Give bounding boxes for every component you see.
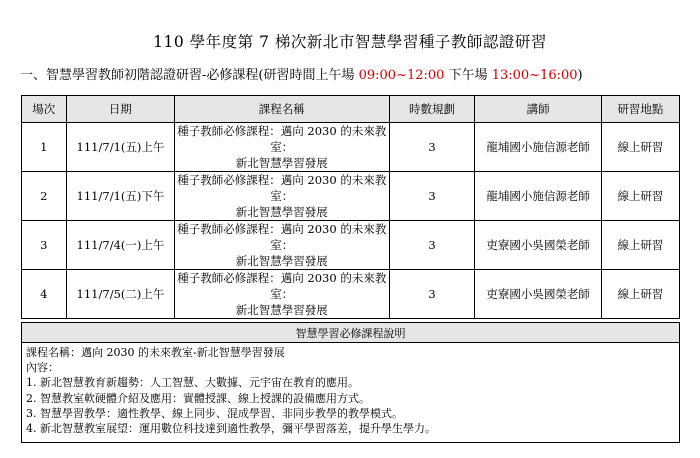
description-header-row [22,323,680,343]
content-label: 內容： [26,361,59,375]
course-line1: 種子教師必修課程：邁向 2030 的未來教室： [177,124,387,154]
course-line2: 新北智慧學習發展 [235,156,328,170]
page-title: 110 學年度第 7 梯次新北市智慧學習種子教師認證研習 [153,33,547,51]
course-line2: 新北智慧學習發展 [235,205,328,219]
header-instructor: 講師 [475,96,601,123]
location-cell: 線上研習 [601,221,679,270]
instructor-cell: 吏寮國小吳國榮老師 [475,270,601,319]
hours-cell: 3 [389,221,475,270]
date-cell: 111/7/1(五)上午 [66,123,175,172]
section-mid: 下午場 [444,68,492,83]
content-item: 2. 智慧教室軟硬體介紹及應用：實體授課、線上授課的設備應用方式。 [26,391,370,405]
instructor-cell: 龍埔國小施信源老師 [475,172,601,221]
hours-cell: 3 [389,123,475,172]
header-hours: 時數規劃 [389,96,475,123]
description-body-row [22,343,680,443]
course-cell [175,123,389,172]
pm-time: 13:00~16:00 [491,68,578,83]
course-line1: 種子教師必修課程：邁向 2030 的未來教室： [177,173,387,203]
section-prefix: 一、智慧學習教師初階認證研習-必修課程(研習時間上午場 [20,68,359,83]
date-cell: 111/7/4(一)上午 [66,221,175,270]
session-cell: 2 [22,172,67,221]
description-body [22,343,680,443]
instructor-cell: 吏寮國小吳國榮老師 [475,221,601,270]
date-cell: 111/7/5(二)上午 [66,270,175,319]
location-cell: 線上研習 [601,270,679,319]
header-session: 場次 [22,96,67,123]
course-cell [175,172,389,221]
content-item: 4. 新北智慧教室展望：運用數位科技達到適性教學，彌平學習落差，提升學生學力。 [26,421,436,435]
table-row [22,221,680,270]
session-cell: 4 [22,270,67,319]
table-row [22,270,680,319]
schedule-table [21,95,680,319]
location-cell: 線上研習 [601,123,679,172]
header-course: 課程名稱 [175,96,389,123]
location-cell: 線上研習 [601,172,679,221]
schedule-header-row [22,96,680,123]
am-time: 09:00~12:00 [358,68,445,83]
table-row [22,123,680,172]
course-cell [175,270,389,319]
course-line1: 種子教師必修課程：邁向 2030 的未來教室： [177,271,387,301]
content-item: 3. 智慧學習教學：適性教學、線上同步、混成學習、非同步教學的教學模式。 [26,406,403,420]
course-line1: 種子教師必修課程：邁向 2030 的未來教室： [177,222,387,252]
date-cell: 111/7/1(五)下午 [66,172,175,221]
course-name-line: 課程名稱：邁向 2030 的未來教室-新北智慧學習發展 [26,346,285,359]
instructor-cell: 龍埔國小施信源老師 [475,123,601,172]
hours-cell: 3 [389,172,475,221]
header-date: 日期 [66,96,175,123]
section-heading [20,64,583,83]
hours-cell: 3 [389,270,475,319]
description-table [21,322,680,443]
course-line2: 新北智慧學習發展 [235,303,328,317]
header-location: 研習地點 [601,96,679,123]
session-cell: 1 [22,123,67,172]
content-item: 1. 新北智慧教育新趨勢：人工智慧、大數據、元宇宙在教育的應用。 [26,376,359,390]
section-suffix: ) [577,68,583,83]
course-line2: 新北智慧學習發展 [235,254,328,268]
table-row [22,172,680,221]
course-cell [175,221,389,270]
description-header: 智慧學習必修課程說明 [22,323,680,343]
session-cell: 3 [22,221,67,270]
